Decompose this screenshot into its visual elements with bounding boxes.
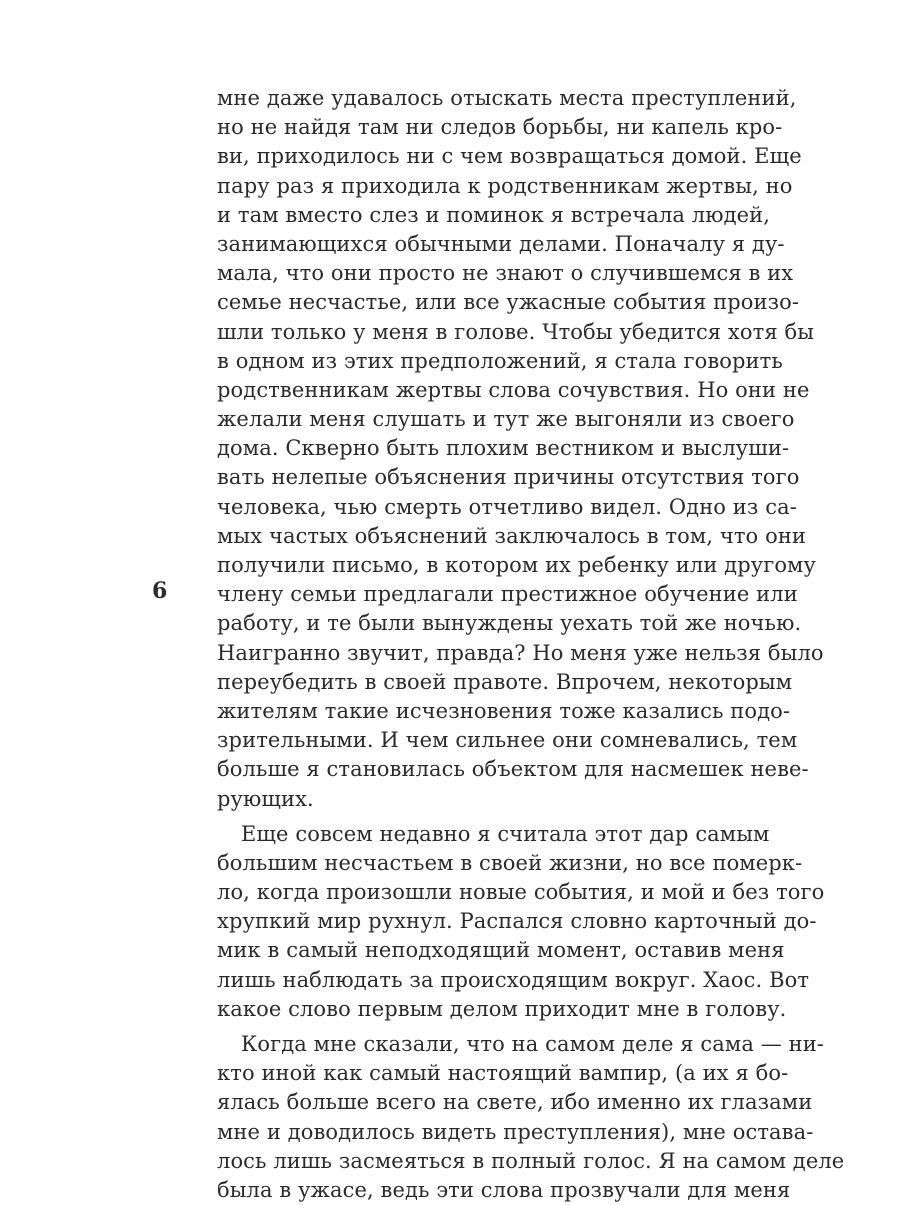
- text-line: семье несчастье, или все ужасные события произо-: [217, 290, 800, 315]
- text-line: получили письмо, в котором их ребенку или другому: [217, 553, 816, 577]
- text-line: мне и доводилось видеть преступления), мне остава-: [217, 1119, 814, 1144]
- text-line: мых частых объяснений заключалось в том, что они: [217, 523, 807, 548]
- text-line: мик в самый неподходящий момент, оставив меня: [217, 938, 785, 963]
- text-line: ви, приходилось ни с чем возвращаться домой. Еще: [217, 144, 802, 169]
- text-line: больше я становилась объектом для насмешек неве-: [217, 757, 809, 782]
- text-line: Когда мне сказали, что на самом деле я сама — ни-: [241, 1032, 825, 1056]
- text-line: но не найдя там ни следов борьбы, ни капель кро-: [217, 115, 783, 140]
- text-line: работу, и те были вынуждены уехать той же ночью.: [217, 611, 802, 636]
- text-line: дома. Скверно быть плохим вестником и выслуши-: [217, 436, 790, 461]
- text-line: вать нелепые объяснения причины отсутствия того: [217, 465, 800, 490]
- paragraph: [217, 820, 825, 1024]
- text-line: лишь наблюдать за происходящим вокруг. Хаос. Вот: [217, 967, 810, 992]
- text-line: ялась больше всего на свете, ибо именно их глазами: [217, 1090, 813, 1115]
- text-line: хрупкий мир рухнул. Распался словно карточный до-: [217, 909, 817, 934]
- text-line: пару раз я приходила к родственникам жертвы, но: [217, 173, 793, 198]
- text-line: занимающихся обычными делами. Поначалу я ду-: [217, 231, 785, 256]
- text-line: большим несчастьем в своей жизни, но все померк-: [217, 850, 803, 875]
- text-line: была в ужасе, ведь эти слова прозвучали для меня: [217, 1177, 791, 1202]
- text-line: человека, чью смерть отчетливо видел. Одно из са-: [217, 494, 797, 519]
- text-line: и там вместо слез и поминок я встречала людей,: [217, 202, 771, 227]
- text-line: в одном из этих предположений, я стала говорить: [217, 348, 783, 373]
- text-line: переубедить в своей правоте. Впрочем, некоторым: [217, 669, 793, 694]
- text-line: Еще совсем недавно я считала этот дар самым: [241, 821, 770, 846]
- text-line: зрительными. И чем сильнее они сомневались, тем: [217, 728, 798, 753]
- text-line: члену семьи предлагали престижное обучение или: [217, 582, 798, 607]
- text-line: жителям такие исчезновения тоже казались подо-: [217, 698, 791, 723]
- paragraph: [217, 84, 824, 814]
- paragraph: [217, 1030, 845, 1205]
- text-line: рующих.: [217, 786, 314, 811]
- text-line: мне даже удавалось отыскать места преступлений,: [217, 86, 797, 110]
- text-line: какое слово первым делом приходит мне в голову.: [217, 996, 787, 1021]
- text-line: шли только у меня в голове. Чтобы убедится хотя бы: [217, 319, 815, 344]
- text-line: Наигранно звучит, правда? Но меня уже нельзя было: [217, 640, 824, 665]
- text-line: родственникам жертвы слова сочувствия. Но они не: [217, 377, 810, 402]
- text-line: кто иной как самый настоящий вампир, (а их я бо-: [217, 1061, 789, 1086]
- page-number: 6: [152, 578, 168, 604]
- text-line: желали меня слушать и тут же выгоняли из своего: [217, 407, 795, 432]
- text-line: лось лишь засмеяться в полный голос. Я на самом деле: [217, 1148, 845, 1173]
- text-line: ло, когда произошли новые события, и мой и без того: [217, 880, 825, 905]
- body-text: [217, 84, 845, 1205]
- text-line: мала, что они просто не знают о случившемся в их: [217, 261, 794, 286]
